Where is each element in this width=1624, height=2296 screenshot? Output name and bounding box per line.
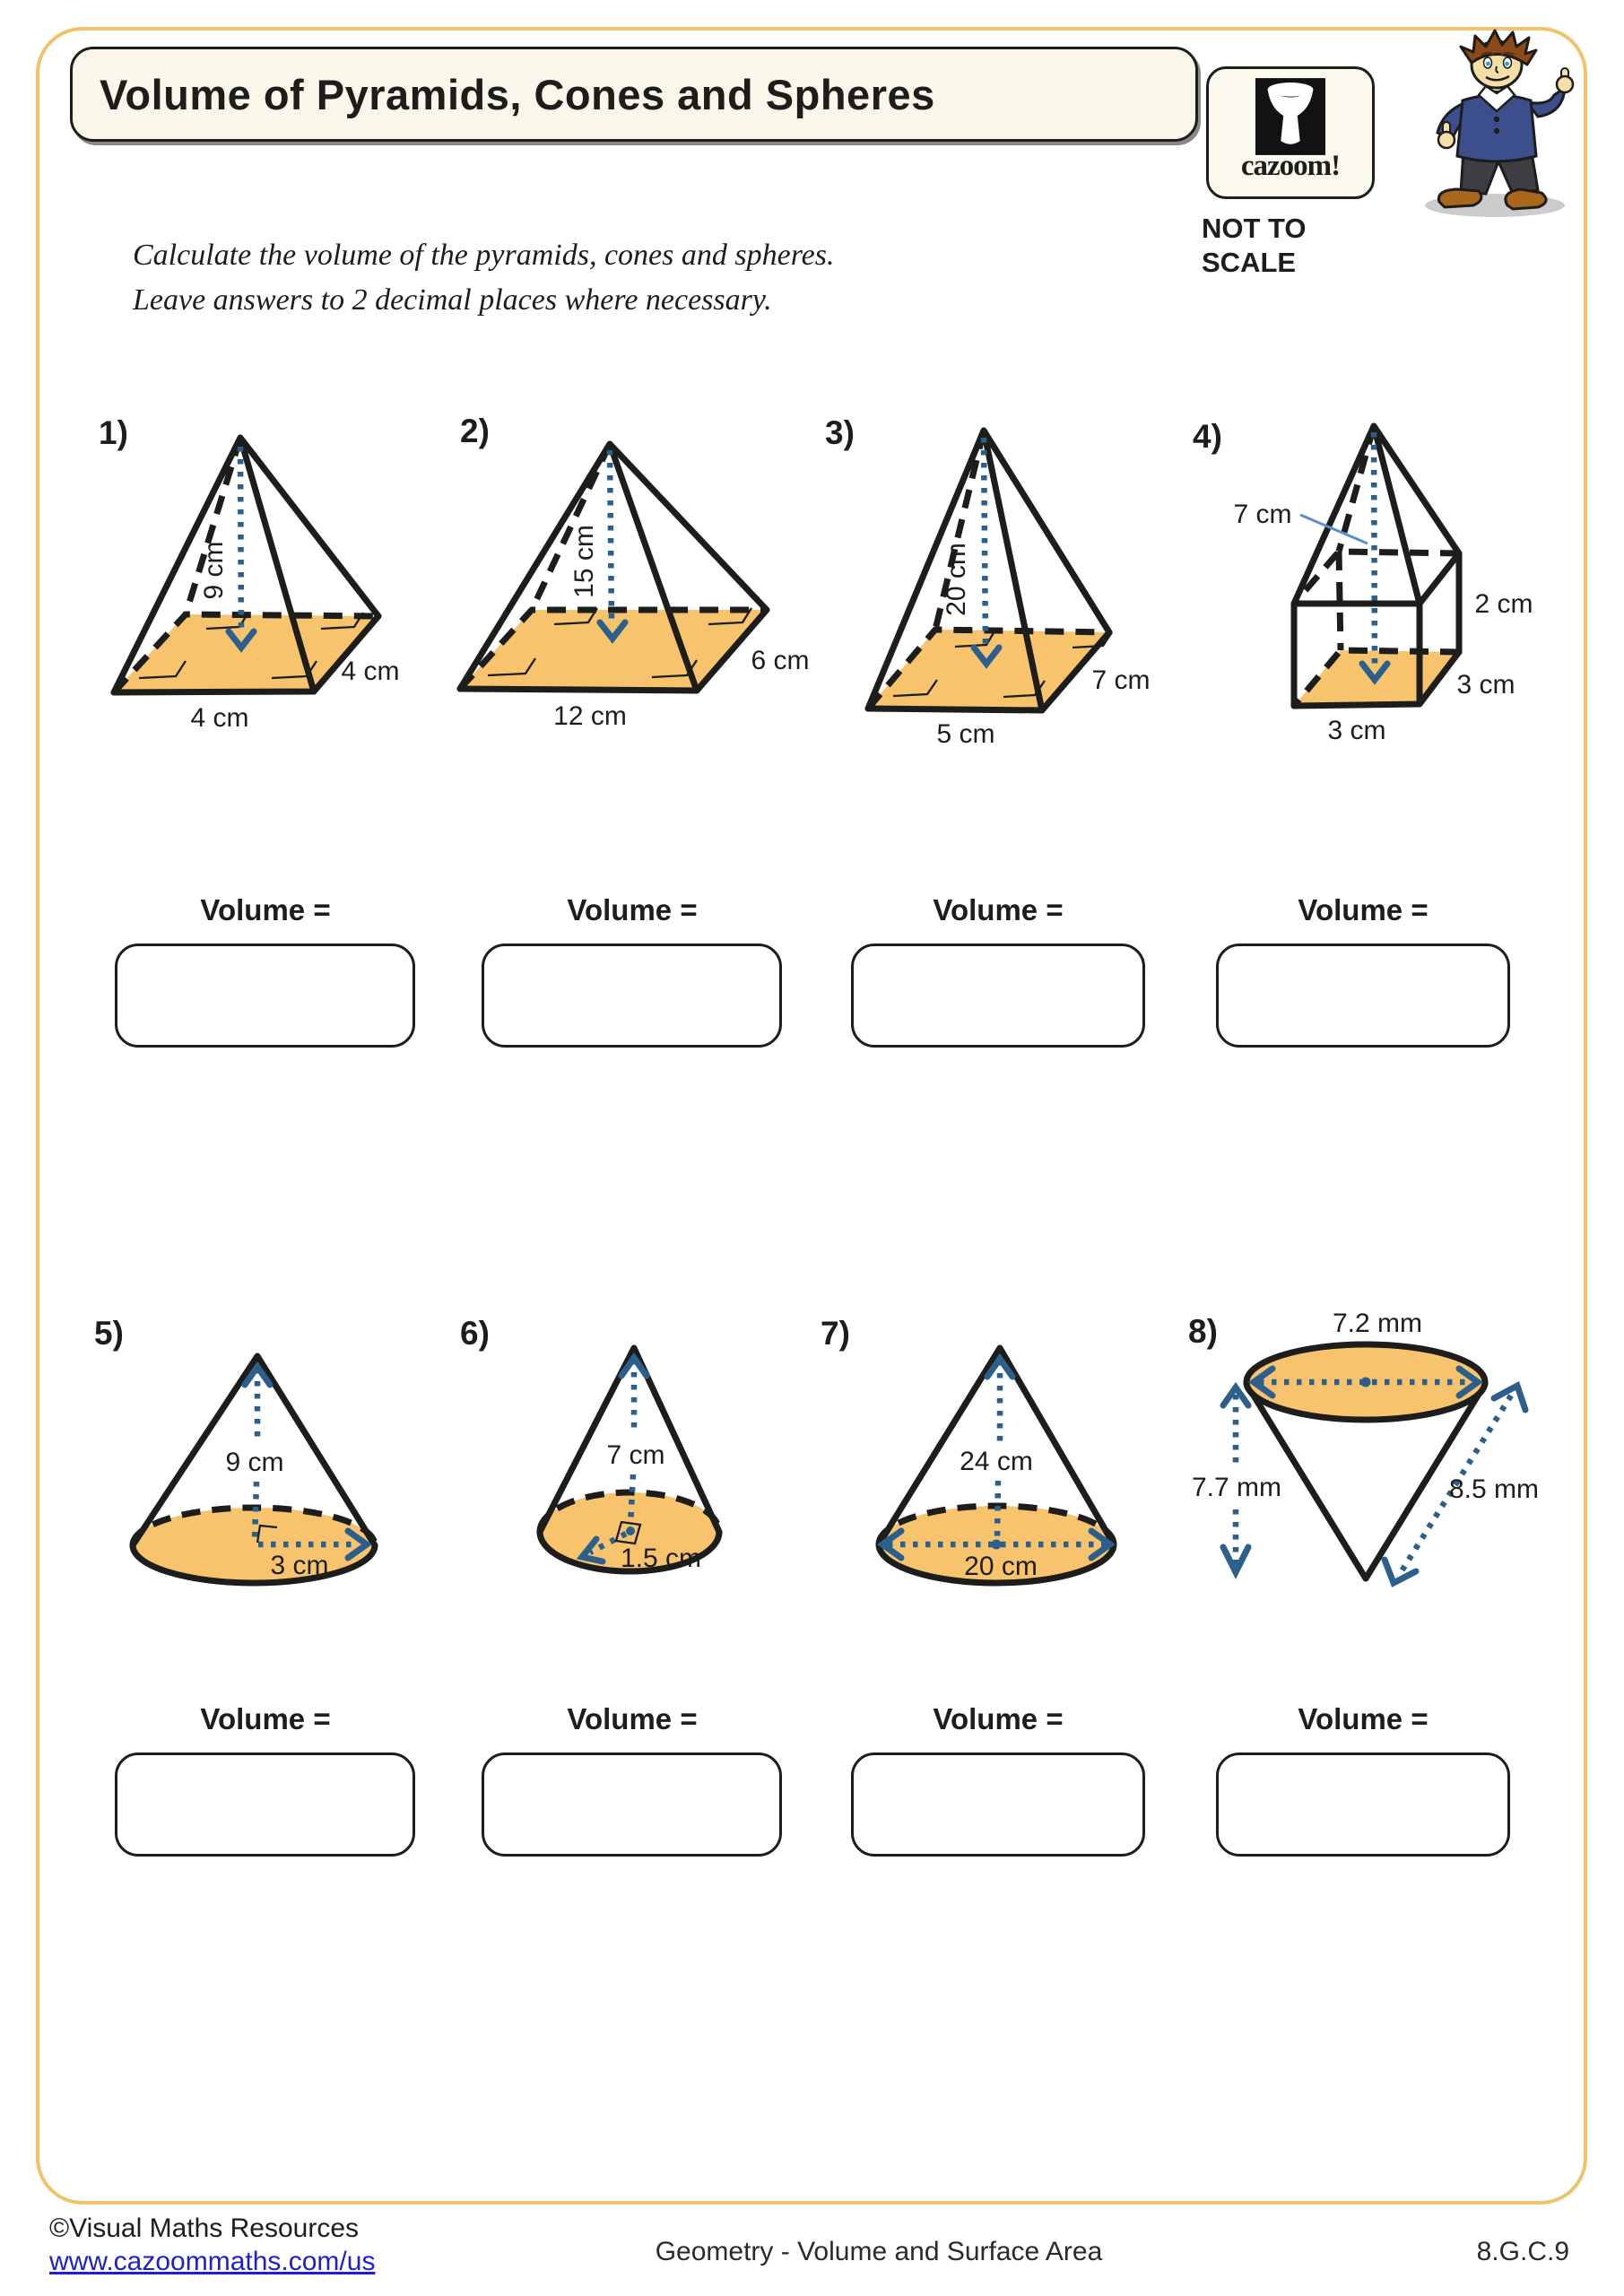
page-title: Volume of Pyramids, Cones and Spheres: [100, 70, 935, 118]
cazoom-logo-text: cazoom!: [1240, 150, 1341, 182]
dim-height-label: 15 cm: [569, 525, 599, 598]
dim-base-side-label: 6 cm: [751, 646, 810, 675]
volume-label-7: Volume =: [933, 1702, 1064, 1735]
center-dot: [626, 1526, 635, 1535]
dim-radius-label: 1.5 cm: [620, 1544, 702, 1573]
answer-box-3[interactable]: [851, 944, 1145, 1048]
slant-arrow-bottom-icon: [1385, 1560, 1416, 1583]
volume-label-5: Volume =: [200, 1702, 331, 1735]
page-border-frame: [36, 27, 1587, 2205]
footer-url-link[interactable]: www.cazoommaths.com/us: [49, 2247, 376, 2276]
dim-base-front-label: 4 cm: [190, 703, 249, 733]
dim-cuboid-height-label: 2 cm: [1474, 589, 1533, 619]
dim-slant-label: 8.5 mm: [1448, 1474, 1540, 1504]
volume-label-4: Volume =: [1298, 893, 1429, 926]
instructions-line2: Leave answers to 2 decimal places where necessary.: [133, 283, 772, 317]
volume-label-3: Volume =: [933, 893, 1064, 926]
problem-number-5: 5): [94, 1315, 124, 1352]
dim-height-label: 24 cm: [960, 1447, 1033, 1476]
problem-number-6: 6): [460, 1315, 490, 1352]
mascot-boy-illustration: [1385, 29, 1610, 222]
footer-left: [49, 2212, 375, 2278]
answer-box-5[interactable]: [115, 1752, 415, 1857]
volume-label-1: Volume =: [200, 893, 331, 926]
dim-radius-label: 3 cm: [270, 1551, 329, 1580]
center-dot: [1361, 1378, 1371, 1387]
cazoom-logo-box: [1206, 66, 1375, 199]
problem-number-1: 1): [99, 414, 128, 451]
answer-box-2[interactable]: [482, 944, 782, 1048]
footer-standard-code: 8.G.C.9: [1476, 2237, 1569, 2266]
instructions-line1: Calculate the volume of the pyramids, cones and spheres.: [133, 239, 835, 272]
cazoom-drum-icon: [1255, 78, 1325, 155]
problem-number-8: 8): [1188, 1313, 1218, 1350]
problem-number-4: 4): [1193, 418, 1222, 455]
footer-topic: Geometry - Volume and Surface Area: [655, 2237, 1103, 2266]
dim-height-label: 9 cm: [199, 541, 229, 600]
figure-pyramid-1: [54, 404, 430, 771]
not-to-scale-note: [1202, 212, 1307, 280]
problem-number-3: 3): [825, 414, 855, 451]
volume-label-2: Volume =: [567, 893, 698, 926]
answer-box-1[interactable]: [115, 944, 415, 1048]
dim-diameter-label: 20 cm: [964, 1552, 1038, 1581]
dim-base-side-label: 3 cm: [1456, 670, 1515, 700]
footer-copyright: ©Visual Maths Resources: [49, 2213, 360, 2243]
figure-prism-pyramid-4: [1184, 395, 1560, 771]
dim-base-side-label: 7 cm: [1091, 665, 1151, 695]
dim-total-height-label: 7 cm: [1233, 500, 1292, 529]
not-to-scale-line1: NOT TO: [1202, 213, 1307, 244]
dim-height-label: 7.7 mm: [1191, 1473, 1282, 1502]
volume-label-8: Volume =: [1298, 1702, 1429, 1735]
dim-height-label: 9 cm: [225, 1448, 284, 1477]
problem-number-7: 7): [821, 1315, 850, 1352]
not-to-scale-line2: SCALE: [1202, 247, 1297, 278]
volume-label-6: Volume =: [567, 1702, 698, 1735]
answer-box-6[interactable]: [482, 1752, 782, 1857]
dim-base-side-label: 4 cm: [341, 657, 400, 686]
figure-pyramid-2: [430, 404, 825, 771]
answer-box-8[interactable]: [1216, 1752, 1510, 1857]
answer-box-4[interactable]: [1216, 944, 1510, 1048]
dim-height-label: 7 cm: [606, 1440, 665, 1470]
figure-cone-7: [812, 1305, 1188, 1664]
title-box: [70, 47, 1198, 142]
instructions: [133, 233, 834, 323]
dim-diameter-label: 7.2 mm: [1332, 1309, 1423, 1338]
figure-cone-6: [448, 1300, 825, 1668]
figure-inverted-cone-8: [1177, 1305, 1571, 1664]
dim-base-front-label: 12 cm: [553, 701, 627, 731]
center-dot: [992, 1540, 1002, 1550]
answer-box-7[interactable]: [851, 1752, 1145, 1857]
dim-height-label: 20 cm: [942, 543, 971, 616]
dim-base-front-label: 3 cm: [1327, 716, 1386, 745]
problem-number-2: 2): [460, 413, 490, 449]
dim-base-front-label: 5 cm: [936, 719, 995, 749]
figure-pyramid-3: [807, 404, 1184, 771]
figure-cone-5: [54, 1300, 430, 1668]
